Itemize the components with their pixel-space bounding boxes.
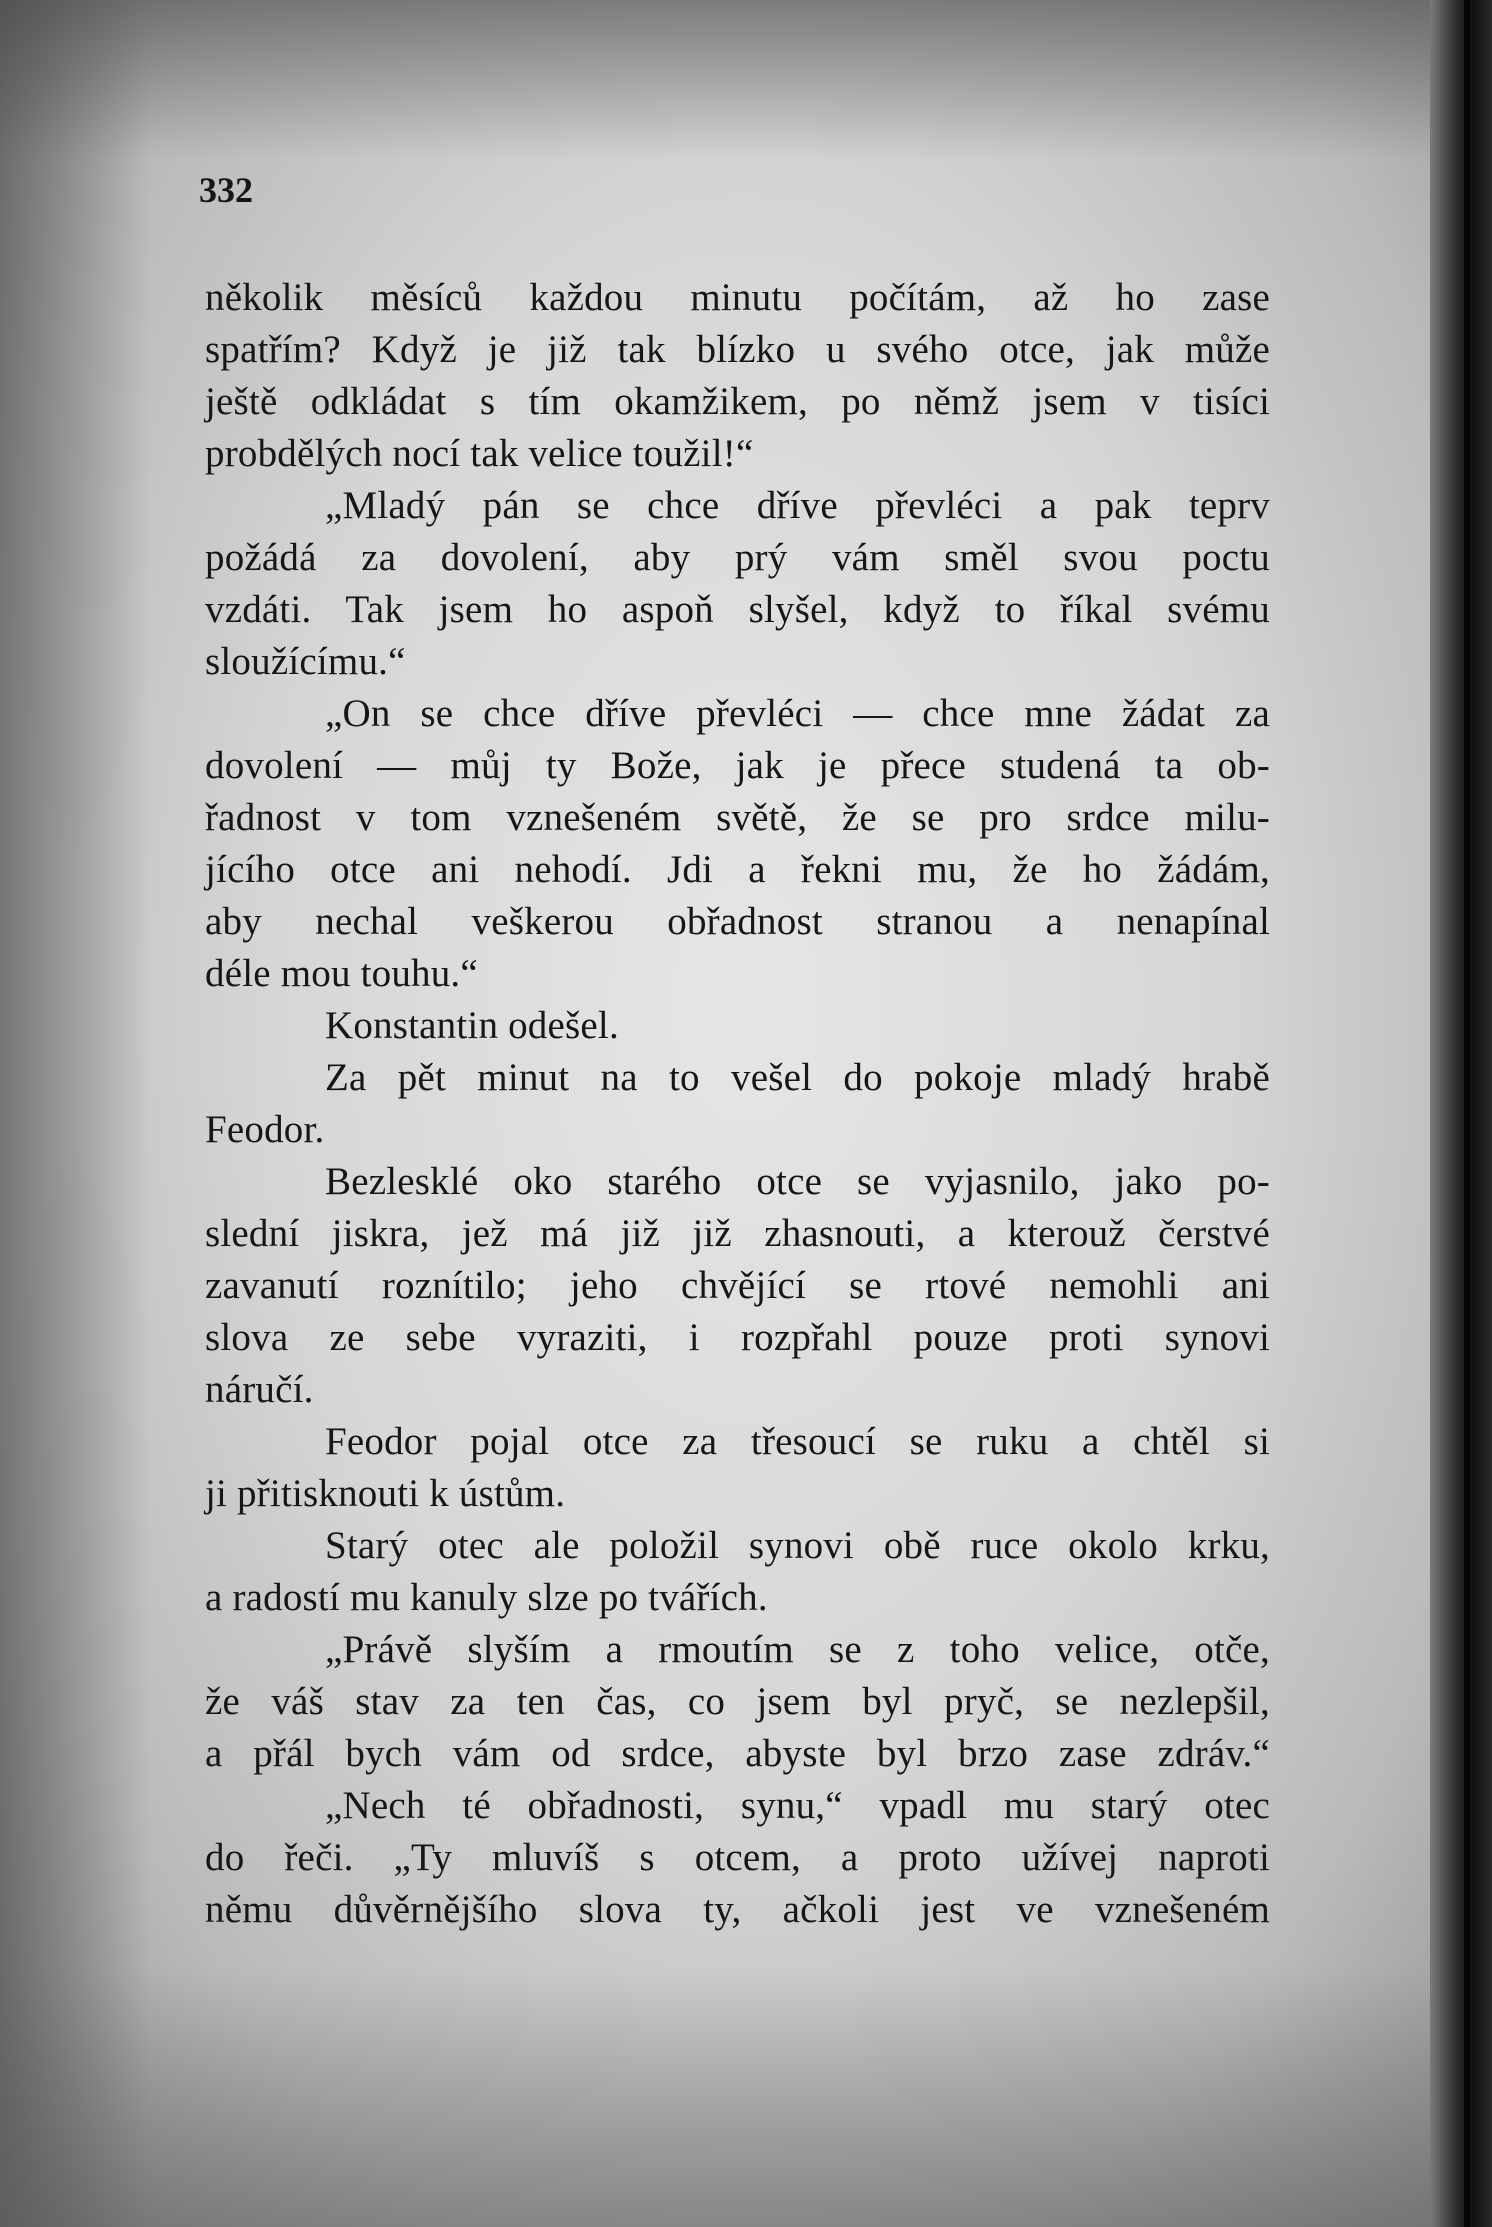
text-line: Konstantin odešel.	[325, 1004, 619, 1047]
text-line: Feodor.	[205, 1108, 325, 1151]
text-line: Za pět minut na to vešel do pokoje mladý hrabě	[325, 1056, 1270, 1099]
text-line: sloužícímu.“	[205, 640, 406, 683]
text-line: že váš stav za ten čas, co jsem byl pryč, se nezlepšil,	[205, 1680, 1270, 1723]
text-line: „Nech té obřadnosti, synu,“ vpadl mu starý otec	[325, 1784, 1270, 1827]
page-number: 332	[199, 170, 253, 210]
text-line: a radostí mu kanuly slze po tvářích.	[205, 1576, 768, 1619]
scan-edge-line	[1464, 0, 1470, 2227]
text-line: náručí.	[205, 1368, 314, 1411]
body-text	[205, 272, 1270, 1936]
text-line: spatřím? Když je již tak blízko u svého otce, jak může	[205, 328, 1270, 371]
text-line: do řeči. „Ty mluvíš s otcem, a proto užívej naproti	[205, 1836, 1270, 1879]
text-line: němu důvěrnějšího slova ty, ačkoli jest ve vznešeném	[205, 1888, 1270, 1931]
text-line: Starý otec ale položil synovi obě ruce okolo krku,	[325, 1524, 1270, 1567]
text-line: zavanutí roznítilo; jeho chvějící se rtové nemohli ani	[205, 1264, 1270, 1307]
page-shadow-bottom	[0, 1967, 1492, 2227]
text-line: slova ze sebe vyraziti, i rozpřahl pouze proti synovi	[205, 1316, 1270, 1359]
text-line: požádá za dovolení, aby prý vám směl svou poctu	[205, 536, 1270, 579]
text-line: aby nechal veškerou obřadnost stranou a nenapínal	[205, 900, 1270, 943]
page-shadow-top	[0, 0, 1492, 160]
text-line: vzdáti. Tak jsem ho aspoň slyšel, když to říkal svému	[205, 588, 1270, 631]
text-line: ji přitisknouti k ústům.	[205, 1472, 566, 1515]
text-line: „Mladý pán se chce dříve převléci a pak teprv	[325, 484, 1270, 527]
book-spine-edge	[1430, 0, 1492, 2227]
text-line: a přál bych vám od srdce, abyste byl brzo zase zdráv.“	[205, 1732, 1270, 1775]
text-line: probdělých nocí tak velice toužil!“	[205, 432, 754, 475]
text-line: Feodor pojal otce za třesoucí se ruku a chtěl si	[325, 1420, 1270, 1463]
text-line: déle mou touhu.“	[205, 952, 478, 995]
text-line: dovolení — můj ty Bože, jak je přece studená ta ob-	[205, 744, 1270, 787]
text-line: řadnost v tom vznešeném světě, že se pro srdce milu-	[205, 796, 1270, 839]
text-line: „On se chce dříve převléci — chce mne žádat za	[325, 692, 1270, 735]
text-line: slední jiskra, jež má již již zhasnouti, a kterouž čerstvé	[205, 1212, 1270, 1255]
text-line: Bezlesklé oko starého otce se vyjasnilo, jako po-	[325, 1160, 1270, 1203]
text-line: jícího otce ani nehodí. Jdi a řekni mu, že ho žádám,	[205, 848, 1270, 891]
text-line: ještě odkládat s tím okamžikem, po němž jsem v tisíci	[205, 380, 1270, 423]
text-line: několik měsíců každou minutu počítám, až ho zase	[205, 276, 1270, 319]
page-shadow-left	[0, 0, 150, 2227]
text-line: „Právě slyším a rmoutím se z toho velice, otče,	[325, 1628, 1270, 1671]
